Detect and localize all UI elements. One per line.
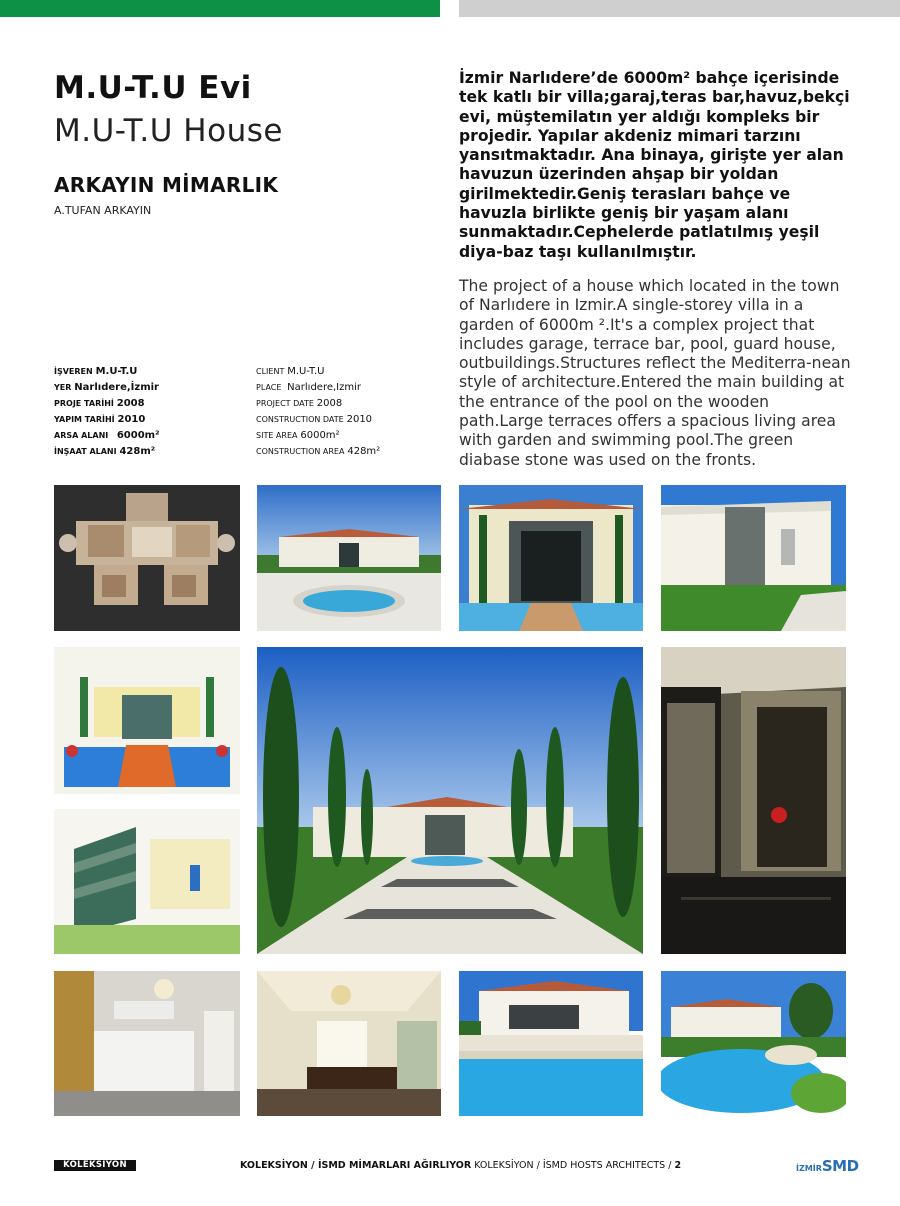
header-bar-green	[0, 0, 440, 17]
info-row-place: PLACE Narlıdere,Izmir	[256, 382, 361, 393]
project-title-en: M.U-T.U House	[54, 113, 283, 149]
pool-terrace-photo	[459, 971, 643, 1116]
entrance-door-photo	[459, 485, 643, 631]
entrance-sketch-image	[54, 647, 240, 794]
villa-pool-exterior-photo	[257, 485, 441, 631]
description-tr: İzmir Narlıdere’de 6000m² bahçe içerisinde tek katlı bir villa;garaj,teras bar,havuz,bekçi evi, müştemilatın yer aldığı kompleks bir projedir. Yapılar akdeniz mimari tarzını yansıtmaktadır. Ana binaya, girişte yer alan havuzun üzerinden ahşap bir yoldan girilmektedir.Geniş terasları bahçe ve havuzla birlikte geniş bir yaşam alanı sunmaktadır.Cephelerde patlatılmış yeşil diya-baz taşı kullanılmıştır.	[459, 69, 850, 261]
info-row-client: CLIENT M.U-T.U	[256, 366, 325, 377]
koleksiyon-logo: KOLEKSİYON	[54, 1160, 136, 1171]
info-row-project-date: PROJE TARİHİ 2008	[54, 398, 145, 409]
info-row-site-area: ARSA ALANI 6000m²	[54, 430, 160, 441]
interior-entrance-photo	[661, 647, 846, 954]
project-info-en	[256, 364, 380, 460]
info-row-construction-area: İNŞAAT ALANI 428m²	[54, 446, 156, 457]
architecture-firm: ARKAYIN MİMARLIK	[54, 173, 279, 197]
info-row-construction-date: CONSTRUCTION DATE 2010	[256, 414, 373, 425]
info-row-client: İŞVEREN M.U-T.U	[54, 366, 138, 377]
living-room-photo	[257, 971, 441, 1116]
architect-name: A.TUFAN ARKAYIN	[54, 204, 152, 217]
project-info-tr	[54, 364, 159, 460]
info-row-site-area: SITE AREA 6000m²	[256, 430, 340, 441]
info-row-construction-area: CONSTRUCTION AREA 428m²	[256, 446, 381, 457]
info-row-project-date: PROJECT DATE 2008	[256, 398, 343, 409]
footer-caption: KOLEKSİYON / İSMD MİMARLARI AĞIRLIYOR KOLEKSİYON / İSMD HOSTS ARCHITECTS / 2	[240, 1160, 682, 1171]
facade-stone-photo	[661, 485, 846, 631]
main-garden-path-photo	[257, 647, 643, 954]
facade-sketch-image	[54, 809, 240, 954]
header-bar-gray	[459, 0, 900, 17]
kitchen-photo	[54, 971, 240, 1116]
pool-garden-photo	[661, 971, 846, 1116]
info-row-place: YER Narlıdere,İzmir	[54, 382, 159, 393]
info-row-construction-date: YAPIM TARİHİ 2010	[54, 414, 146, 425]
ismd-logo: İZMİRSMD	[796, 1157, 859, 1175]
description-en: The project of a house which located in the town of Narlıdere in Izmir.A single-storey villa in a garden of 6000m ².It's a complex project that includes garage, terrace bar, pool, guard house, outbuildings.Structures reflect the Mediterra-nean style of architecture.Entered the main building at the entrance of the pool on the wooden path.Large terraces offers a spacious living area with garden and swimming pool.The green diabase stone was used on the fronts.	[459, 277, 851, 469]
floor-plan-image	[54, 485, 240, 631]
project-title-tr: M.U-T.U Evi	[54, 70, 252, 106]
